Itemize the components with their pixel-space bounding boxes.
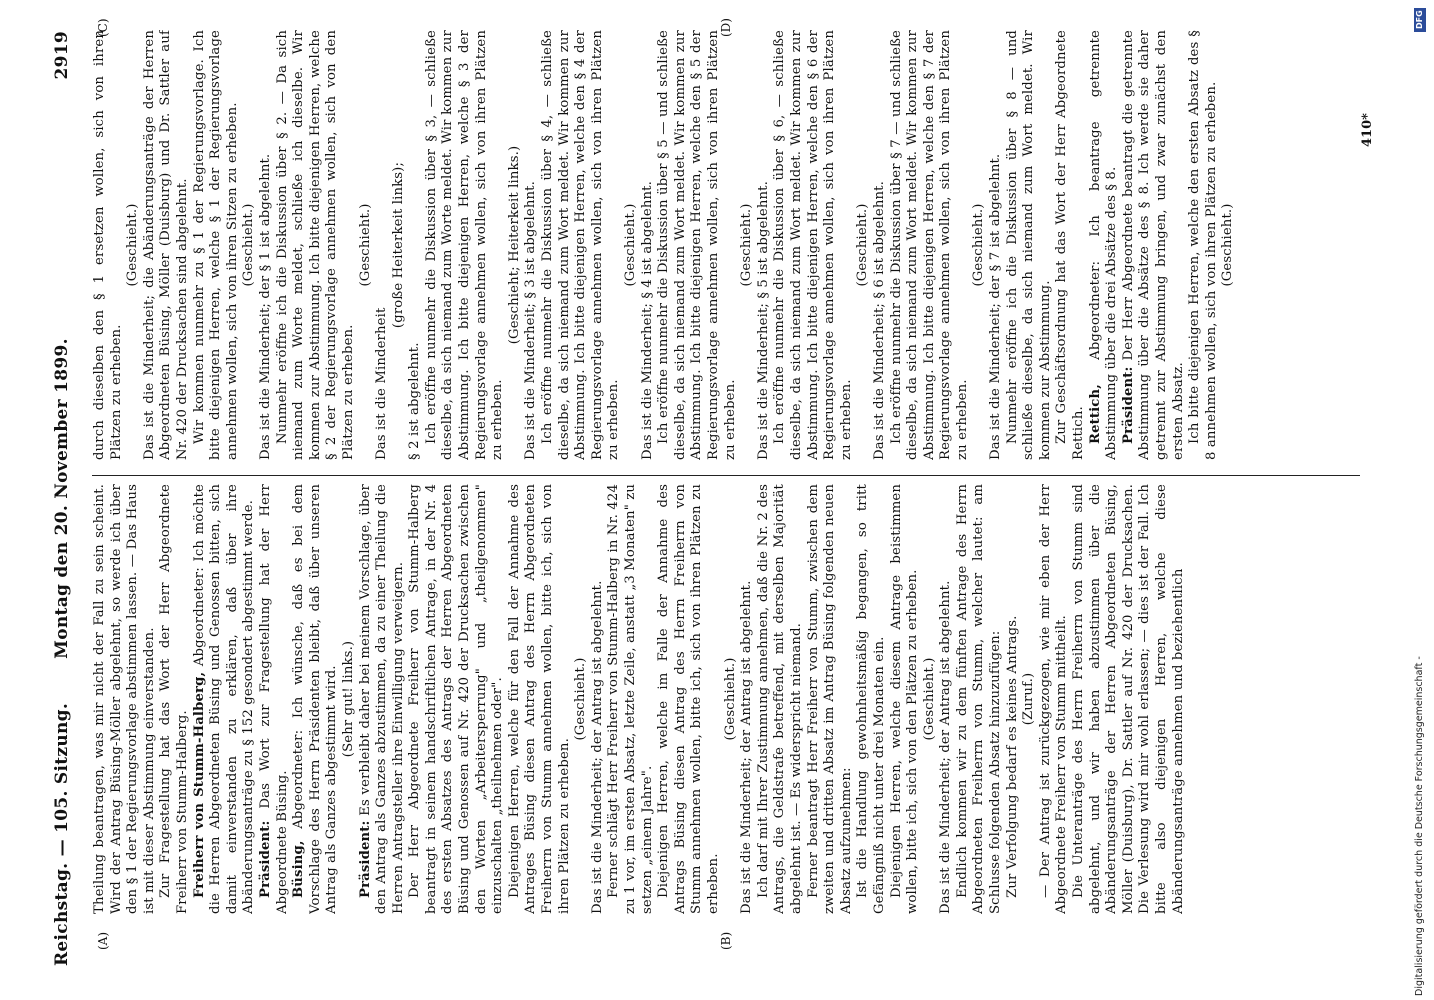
paragraph-text: Die Unteranträge des Herrn Freiherrn von Stumm sind abgelehnt, und wir haben abzustimmen über die Abänderungsanträge der Herren Abgeordneten Büsing, Möller (Duisburg), Dr. Sattler auf Nr. 420 der Drucksachen. Die Verlesung wird mir wohl erlassen; — dies ist der Fall. Ich bitte also diejenigen Herren, welche diese Abänderungsanträge annehmen und beziehentlich — [1071, 484, 1186, 914]
paragraph — [258, 484, 291, 914]
paragraph — [772, 30, 855, 460]
paragraph-text: Der Herr Abgeordnete beantragt die getrennte Abstimmung über die Absätze des § 8. Ich werde sie daher getrennt zur Abstimmung bringen, und zwar zunächst den ersten Absatz. — [1120, 30, 1186, 460]
paragraph — [424, 30, 507, 460]
paragraph-text: (große Heiterkeit links); — [390, 161, 406, 329]
page-header — [52, 31, 82, 966]
paragraph — [756, 30, 773, 460]
speaker-name: Präsident: — [1120, 366, 1136, 444]
paragraph — [92, 30, 125, 460]
stage-direction — [971, 30, 988, 460]
paragraph-text: Ferner beantragt Herr Freiherr von Stumm, zwischen dem zweiten und dritten Absatz im Antrag Büsing folgenden neuen Absatz aufzunehmen: — [805, 484, 854, 914]
paragraph-text: (Geschieht.) — [241, 203, 257, 287]
paragraph — [606, 484, 656, 914]
paragraph-text: Abgeordneter: Ich beantrage getrennte Abstimmung über die drei Absätze des § 8. — [1087, 30, 1120, 460]
paragraph — [374, 30, 391, 460]
paragraph — [291, 484, 341, 914]
stage-direction — [855, 30, 872, 460]
paragraph — [1054, 30, 1087, 460]
paragraph-text: Abgeordneter: Ich wünsche, daß es bei dem Vorschlage des Herrn Präsidenten bleibt, daß über unseren Antrag als Ganzes abgestimmt wird. — [291, 484, 340, 914]
page-number: 2919 — [52, 31, 72, 80]
left-text-column — [92, 484, 1362, 914]
stage-direction — [623, 30, 640, 460]
right-text-column — [92, 30, 1362, 460]
paragraph — [407, 30, 424, 460]
paragraph-text: Das ist die Minderheit; der Antrag ist abgelehnt. — [589, 580, 605, 914]
paragraph-text: § 2 ist abgelehnt. — [407, 342, 423, 460]
paragraph — [640, 30, 657, 460]
paragraph-text: (Geschieht.) — [855, 203, 871, 287]
paragraph — [275, 30, 358, 460]
paragraph-text: Das ist die Minderheit; § 3 ist abgelehnt. — [523, 181, 539, 460]
margin-mark-b: (B) — [719, 931, 733, 950]
paragraph — [988, 30, 1005, 460]
paragraph — [258, 30, 275, 460]
paragraph-text: (Geschieht.) — [921, 657, 937, 741]
paragraph-text: Diejenigen Herren, welche im Falle der Annahme des Antrags Büsing diesen Antrag des Herrn Freiherrn von Stumm annehmen wollen, bitte ich, sich von ihren Plätzen zu erheben. — [656, 484, 721, 914]
digitization-credit — [1414, 8, 1426, 998]
paragraph-text: Zur Verfolgung bedarf es keines Antrags. — [1004, 615, 1020, 898]
paragraph — [756, 484, 806, 914]
speaker-name: Freiherr von Stumm-Halberg, — [191, 671, 207, 898]
paragraph — [92, 484, 158, 914]
paragraph-text: (Geschieht.) — [125, 203, 141, 287]
paragraph-text: (Sehr gut! links.) — [340, 640, 356, 758]
speaker-name: Präsident: — [357, 820, 373, 898]
paragraph — [192, 484, 258, 914]
paragraph — [1088, 30, 1121, 460]
paragraph-text: Diejenigen Herren, welche für den Fall der Annahme des Antrages Büsing diesen Antrag des Herrn Abgeordneten Freiherrn von Stumm annehmen wollen, bitte ich, sich von ihren Plätzen zu erheben. — [506, 484, 572, 914]
paragraph — [739, 484, 756, 914]
paragraph — [1071, 484, 1187, 914]
paragraph — [158, 484, 191, 914]
stage-direction — [241, 30, 258, 460]
paragraph-text: Wir kommen nunmehr zu § 1 der Regierungsvorlage. Ich bitte diejenigen Herren, welche § 1 der Regierungsvorlage annehmen wollen, sich von ihren Sitzen zu erheben. — [191, 30, 240, 460]
paragraph-text: Zur Fragestellung hat das Wort der Herr Abgeordnete Freiherr von Stumm-Halberg. — [158, 484, 190, 914]
stage-direction — [573, 484, 590, 914]
paragraph — [540, 30, 623, 460]
paragraph-text: Das ist die Minderheit; § 6 ist abgelehnt. — [871, 181, 887, 460]
paragraph-text: Nunmehr eröffne ich die Diskussion über § 2. — Da sich niemand zum Worte meldet, schließe ich dieselbe. Wir kommen zur Abstimmung. Ich bitte diejenigen Herren, welche § 2 der Regierungsvorlage annehmen wollen, sich von den Plätzen zu erheben. — [274, 30, 356, 460]
paragraph-text: Ferner schlägt Herr Freiherr von Stumm-Halberg in Nr. 424 zu 1 vor, im ersten Absatz, letzte Zeile, anstatt „3 Monaten" zu setzen „einem Jahre". — [606, 484, 655, 914]
paragraph-text: (Geschieht.) — [739, 203, 755, 287]
paragraph — [1121, 30, 1187, 460]
stage-direction — [1021, 484, 1038, 914]
paragraph-text: Diejenigen Herren, welche diesem Antrage beistimmen wollen, bitte ich, sich von den Plätzen zu erheben. — [888, 484, 921, 914]
paragraph — [1038, 484, 1071, 914]
paragraph — [656, 484, 722, 914]
paragraph-text: Das ist die Minderheit; der Antrag ist abgelehnt. — [938, 580, 954, 914]
stage-direction — [391, 30, 408, 460]
paragraph-text: Endlich kommen wir zu dem fünften Antrage des Herrn Abgeordneten Freiherrn von Stumm, welcher lautet: am Schlusse folgenden Absatz hinzuzufügen: — [954, 484, 1004, 914]
header-left: Reichstag. — 105. Sitzung. — [52, 702, 72, 966]
dfg-logo: DFG — [1414, 8, 1426, 32]
paragraph — [1005, 484, 1022, 914]
paragraph — [1005, 30, 1055, 460]
paragraph-text: (Geschieht.) — [722, 657, 738, 741]
paragraph — [889, 484, 922, 914]
paragraph — [407, 484, 507, 914]
margin-mark-a: (A) — [96, 931, 110, 950]
stage-direction — [358, 30, 375, 460]
paragraph-text: Theilung beantragen, was mir nicht der Fall zu sein scheint. Wird der Antrag Büsing-Möller abgelehnt, so werde ich über den § 1 der Regierungsvorlage abstimmen lassen. — Das Haus ist mit dieser Abstimmung einverstanden. — [92, 484, 157, 914]
paragraph-text: (Geschieht.) — [573, 657, 589, 741]
paragraph-text: (Geschieht.) — [971, 203, 987, 287]
paragraph-text: — Der Antrag ist zurückgezogen, wie mir eben der Herr Abgeordnete Freiherr von Stumm mittheilt. — [1037, 484, 1070, 914]
paragraph-text: Das ist die Minderheit — [374, 307, 390, 460]
stage-direction — [1220, 30, 1237, 460]
paragraph-text: Es verbleibt daher bei meinem Vorschlage, über den Antrag als Ganzes abzustimmen, da zu einer Theilung die Herren Antragsteller ihre Einwilligung verweigern. — [357, 484, 406, 914]
stage-direction — [507, 30, 524, 460]
dfg-credit-text: Digitalisierung gefördert durch die Deutsche Forschungsgemeinschaft - — [1414, 656, 1425, 996]
speaker-name: Büsing, — [291, 840, 307, 898]
paragraph-text: Ich eröffne nunmehr die Diskussion über § 5 — und schließe dieselbe, da sich niemand zum Wort meldet. Wir kommen zur Abstimmung. Ich bitte diejenigen Herren, welche den § 5 der Regierungsvorlage annehmen wollen, sich von ihren Plätzen zu erheben. — [656, 30, 738, 460]
paragraph — [806, 484, 856, 914]
stage-direction — [125, 30, 142, 460]
paragraph-text: Der Herr Abgeordnete Freiherr von Stumm-Halberg beantragt in seinem handschriftlichen Antrage, in der Nr. 4 des ersten Absatzes des Antrags der Herren Abgeordneten Büsing und Genossen auf Nr. 420 der Drucksachen zwischen den Worten „Arbeitersperrung" und „theilgenommen" einzuschalten „theilnehmen oder". — [407, 484, 506, 914]
stage-direction — [739, 30, 756, 460]
paragraph-text: (Geschieht.) — [1220, 203, 1236, 287]
stage-direction — [723, 484, 740, 914]
paragraph-text: Ich bitte diejenigen Herren, welche den ersten Absatz des § 8 annehmen wollen, sich von ihren Plätzen zu erheben. — [1187, 30, 1219, 460]
paragraph — [507, 484, 573, 914]
paragraph — [955, 484, 1005, 914]
stage-direction — [341, 484, 358, 914]
paragraph — [889, 30, 972, 460]
speaker-name: Präsident: — [257, 820, 273, 898]
paragraph-text: Ich eröffne nunmehr die Diskussion über § 4, — schließe dieselbe, da sich niemand zum Wort meldet. Wir kommen zur Abstimmung. Ich bitte diejenigen Herren, welche den § 4 der Regierungsvorlage annehmen wollen, sich von ihren Plätzen zu erheben. — [540, 30, 622, 460]
paragraph — [872, 30, 889, 460]
paragraph-text: Abgeordneter: Ich möchte die Herren Abgeordneten Büsing und Genossen bitten, sich damit einverstanden zu erklären, daß über ihre Abänderungsanträge zu § 152 gesondert abgestimmt werde. — [191, 484, 257, 914]
paragraph-text: Das ist die Minderheit; der § 7 ist abgelehnt. — [988, 153, 1004, 460]
header-date: Montag den 20. November 1899. — [52, 338, 72, 659]
paragraph — [656, 30, 739, 460]
paragraph — [855, 484, 888, 914]
paragraph-text: Das ist die Minderheit; § 4 ist abgelehnt. — [639, 181, 655, 460]
paragraph-text: Das ist die Minderheit; § 5 ist abgelehnt. — [755, 181, 771, 460]
paragraph — [142, 30, 192, 460]
paragraph-text: Ich darf mit Ihrer Zustimmung annehmen, daß die Nr. 2 des Antrags, die Geldstrafe betreffend, mit derselben Majorität abgelehnt ist. — Es widerspricht niemand. — [755, 484, 804, 914]
stage-direction — [922, 484, 939, 914]
paragraph-text: durch dieselben den § 1 ersetzen wollen, sich von ihren Plätzen zu erheben. — [92, 30, 124, 460]
margin-mark-d: (D) — [719, 18, 733, 37]
paragraph — [358, 484, 408, 914]
margin-mark-c: (C) — [96, 18, 110, 37]
paragraph-text: Ich eröffne nunmehr die Diskussion über § 7 — und schließe dieselbe, da sich niemand zum Wort meldet. Wir kommen zur Abstimmung. Ich bitte diejenigen Herren, welche den § 7 der Regierungsvorlage annehmen wollen, sich von ihren Plätzen zu erheben. — [888, 30, 970, 460]
column-divider — [92, 475, 1360, 476]
paragraph — [523, 30, 540, 460]
paragraph-text: Ist die Handlung gewohnheitsmäßig begangen, so tritt Gefängniß nicht unter drei Monaten ein. — [855, 484, 887, 914]
paragraph-text: (Geschieht.) — [357, 203, 373, 287]
paragraph — [192, 30, 242, 460]
paragraph-text: (Zuruf.) — [1021, 672, 1037, 726]
paragraph — [590, 484, 607, 914]
paragraph — [1187, 30, 1220, 460]
paragraph-text: Das ist die Minderheit; der § 1 ist abgelehnt. — [257, 153, 273, 460]
paragraph-text: Das Wort zur Fragestellung hat der Herr Abgeordnete Büsing. — [257, 484, 290, 914]
paragraph-text: Nunmehr eröffne ich die Diskussion über § 8 — und schließe dieselbe, da sich niemand zum Wort meldet. Wir kommen zur Abstimmung. — [1004, 30, 1053, 460]
sheet-signature: 410* — [1360, 113, 1375, 147]
paragraph-text: Das ist die Minderheit; der Antrag ist abgelehnt. — [739, 580, 755, 914]
paragraph-text: Zur Geschäftsordnung hat das Wort der Herr Abgeordnete Rettich. — [1054, 30, 1087, 460]
paragraph — [938, 484, 955, 914]
paragraph-text: (Geschieht; Heiterkeit links.) — [506, 145, 522, 345]
paragraph-text: Ich eröffne nunmehr die Diskussion über § 6, — schließe dieselbe, da sich niemand zum Wort meldet. Wir kommen zur Abstimmung. Ich bitte diejenigen Herren, welche den § 6 der Regierungsvorlage annehmen wollen, sich von ihren Plätzen zu erheben. — [772, 30, 854, 460]
paragraph-text: Ich eröffne nunmehr die Diskussion über § 3, — schließe dieselbe, da sich niemand zum Worte meldet. Wir kommen zur Abstimmung. Ich bitte diejenigen Herren, welche § 3 der Regierungsvorlage annehmen wollen, sich von ihren Plätzen zu erheben. — [423, 30, 506, 460]
paragraph-text: Das ist die Minderheit; die Abänderungsanträge der Herren Abgeordneten Büsing, Möller (Duisburg) und Dr. Sattler auf Nr. 420 der Drucksachen sind abgelehnt. — [141, 30, 190, 460]
speaker-name: Rettich, — [1087, 384, 1103, 444]
paragraph-text: (Geschieht.) — [623, 203, 638, 287]
